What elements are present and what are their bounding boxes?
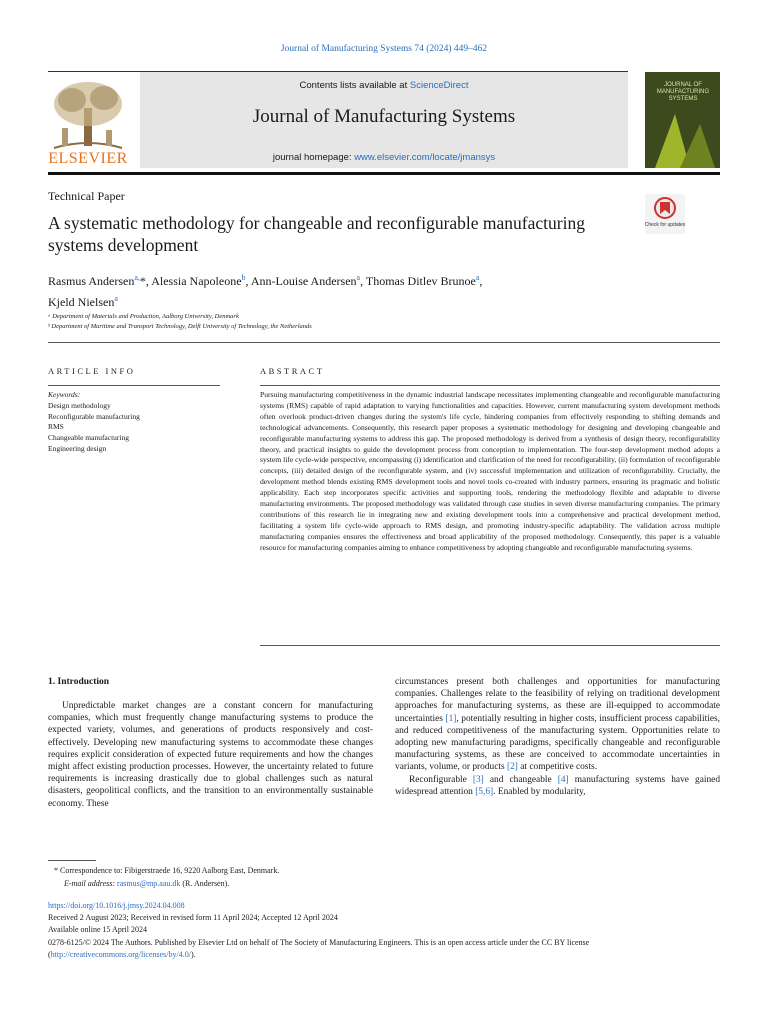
received-dates: Received 2 August 2023; Received in revised form 11 April 2024; Accepted 12 April 2024 xyxy=(48,913,338,922)
journal-cover-thumbnail xyxy=(645,72,720,168)
text: , potentially resulting in higher costs, insufficient process capabilities, and reduced competitiveness of the manufacturing system. Opportunities relate to adopting new manufacturing paradigms, specifically changeable and reconfigurable manufacturing systems, as these are conceived to accommodate uncertainties in variants, volume, or products xyxy=(395,713,720,773)
abstract-end-rule xyxy=(260,645,720,646)
cover-title: JOURNAL OF MANUFACTURING SYSTEMS xyxy=(656,82,710,102)
author-sup[interactable]: a, xyxy=(134,273,140,282)
sciencedirect-link[interactable]: ScienceDirect xyxy=(409,80,469,91)
abstract-text: Pursuing manufacturing competitiveness in the dynamic industrial landscape necessitates implementing changeable and reconfigurable manufacturing systems (RMS) capable of rapid adaptation to varying functionalities and capacities. However, current manufacturing system development methods often overlook product-driven changes during the system's life cycle, hindering companies from effectively responding to shifting demands and technological advancements. Consequently, this research paper proposes a systematic methodology for designing and developing changeable and reconfigurable manufacturing systems to address this gap. The proposed methodology is derived from a synthesis of design theory, reconfigurability theory, and practical insights to guide the development process from conception to implementation. The four-step development method adopts a system life cycle-wide perspective, encompassing (i) identification and clarification of the need for reconfigurability, (ii) formulation of reconfigurable concepts, (iii) detailed design of the reconfigurable system, and (iv) successful implementation and utilization of reconfigurability. Crucially, the development method blends existing RMS development tools and novel tools co-created with industry partners, ensuring its pragmatic and holistic applicability. Each step incorporates specific activities and supporting tools, rendering the methodology flexible and adaptable to diverse manufacturing environments. The proposed methodology was validated through case studies in seven diverse manufacturing companies. The primary contributions of this research lie in integrating new and existing development tools into a comprehensive and practical development method, facilitating a system life cycle-wide approach to RMS design, and promoting industry-specific adaptability. The validation across multiple manufacturing companies ensures the effectiveness and broad applicability of the proposed methodology. Consequently, this paper is a valuable resource for manufacturing companies aiming to enhance competitiveness by adopting changeable and reconfigurable manufacturing systems. xyxy=(260,390,720,552)
author-name[interactable]: , Alessia Napoleone xyxy=(145,274,242,288)
email-link[interactable]: rasmus@mp.aau.dk xyxy=(117,879,181,888)
homepage-prefix: journal homepage: xyxy=(272,152,355,163)
doi-link[interactable]: https://doi.org/10.1016/j.jmsy.2024.04.008 xyxy=(48,901,185,910)
email-footnote xyxy=(64,879,229,888)
abstract-heading: ABSTRACT xyxy=(260,366,325,376)
article-info-rule xyxy=(48,385,220,386)
keyword: Engineering design xyxy=(48,443,107,453)
paragraph: Unpredictable market changes are a constant concern for manufacturing companies, which must frequently change manufacturing systems to produce the expected variety, volumes, and generations of products responsively and cost-effectively. Developing new manufacturing systems to accommodate these changes requires explicit consideration of expected future requirements and how the changes might affect existing production processes. However, the uncertainty related to future requirements is increasing drastically due to global challenges such as natural disasters, geopolitical conflicts, and the transition to an environmentally sustainable economy. These xyxy=(48,701,373,809)
license-text xyxy=(48,937,720,961)
citation-link[interactable]: [4] xyxy=(557,774,569,785)
journal-reference[interactable]: Journal of Manufacturing Systems 74 (2024) 449–462 xyxy=(280,44,488,54)
text: at competitive costs. xyxy=(517,762,598,773)
author-sup[interactable]: a xyxy=(356,273,361,282)
author-name[interactable]: Rasmus Andersen xyxy=(48,274,135,288)
license-suffix: ). xyxy=(190,950,196,959)
section-rule xyxy=(48,342,720,343)
body-column-left xyxy=(48,700,373,810)
keyword: Reconfigurable manufacturing xyxy=(48,411,140,421)
keyword: Design methodology xyxy=(48,400,111,410)
text: manufacturing systems have gained widespread attention xyxy=(395,774,721,797)
header-bottom-rule xyxy=(48,172,720,175)
author-name[interactable]: , Thomas Ditlev Brunoe xyxy=(360,274,476,288)
homepage-link[interactable]: www.elsevier.com/locate/jmansys xyxy=(354,152,496,163)
publisher-logo-text: ELSEVIER xyxy=(48,150,128,167)
license-prefix: 0278-6125/© 2024 The Authors. Published by Elsevier Ltd on behalf of The Society of Manufacturing Engineers. This is an open access article under the CC BY license ( xyxy=(48,938,590,959)
keywords-block xyxy=(48,390,220,455)
email-suffix: (R. Andersen). xyxy=(180,879,230,888)
homepage-line xyxy=(140,152,628,163)
text: . Enabled by modularity, xyxy=(493,786,586,797)
author-sup[interactable]: a xyxy=(114,294,118,303)
license-link[interactable]: http://creativecommons.org/licenses/by/4.0/ xyxy=(50,950,191,959)
author-name[interactable]: Kjeld Nielsen xyxy=(48,295,115,309)
keywords-label: Keywords: xyxy=(48,390,81,399)
corresponding-mark: * xyxy=(139,274,146,288)
affiliation: ᵇ Department of Maritime and Transport Technology, Delft University of Technology, the Netherlands xyxy=(48,323,312,330)
paragraph xyxy=(395,676,720,774)
article-info-heading: ARTICLE INFO xyxy=(48,366,136,376)
text: circumstances present both challenges and opportunities for manufacturing companies. Challenges relate to the feasibility of relying on traditional development approaches for manufacturing systems, as these are ill-equipped to accommodate uncertainties xyxy=(395,677,720,724)
paper-title: A systematic methodology for changeable and reconfigurable manufacturing systems development xyxy=(48,213,585,255)
body-column-right xyxy=(395,676,720,798)
citation-link[interactable]: [5,6] xyxy=(475,786,494,797)
citation-link[interactable]: [3] xyxy=(472,774,484,785)
email-label: E-mail address: xyxy=(64,879,118,888)
correspondence-footnote: * Correspondence to: Fibigerstraede 16, 9220 Aalborg East, Denmark. xyxy=(54,866,280,875)
abstract-rule xyxy=(260,385,720,386)
author-sup[interactable]: a xyxy=(475,273,480,282)
author-sup[interactable]: b xyxy=(241,273,246,282)
text: Reconfigurable xyxy=(409,774,473,785)
citation-link[interactable]: [2] xyxy=(506,762,518,773)
citation-link[interactable]: [1] xyxy=(445,713,457,724)
cover-graphic xyxy=(645,104,720,168)
affiliation: ᵃ Department of Materials and Production, Aalborg University, Denmark xyxy=(48,313,239,320)
author-name[interactable]: , Ann-Louise Andersen xyxy=(245,274,357,288)
journal-title: Journal of Manufacturing Systems xyxy=(252,106,516,127)
check-for-updates-icon[interactable] xyxy=(645,194,685,234)
author-list: Rasmus Andersen$^{a,}$*, Alessia Napoleone$^b$, Ann-Louise Andersen$^a$, Thomas Ditlev Brunoe$^a$, Kjeld Nielsen$^a$ xyxy=(48,273,483,309)
text: and changeable xyxy=(483,774,558,785)
check-for-updates-label: Check for updates xyxy=(645,222,685,228)
contents-prefix: Contents lists available at xyxy=(299,80,410,91)
available-online: Available online 15 April 2024 xyxy=(48,925,147,934)
introduction-heading: 1. Introduction xyxy=(48,677,110,687)
paragraph xyxy=(395,774,720,798)
contents-line xyxy=(140,80,628,91)
paper-type: Technical Paper xyxy=(48,189,125,203)
footnote-rule xyxy=(48,860,96,861)
keyword: RMS xyxy=(48,422,64,432)
keyword: Changeable manufacturing xyxy=(48,433,130,443)
